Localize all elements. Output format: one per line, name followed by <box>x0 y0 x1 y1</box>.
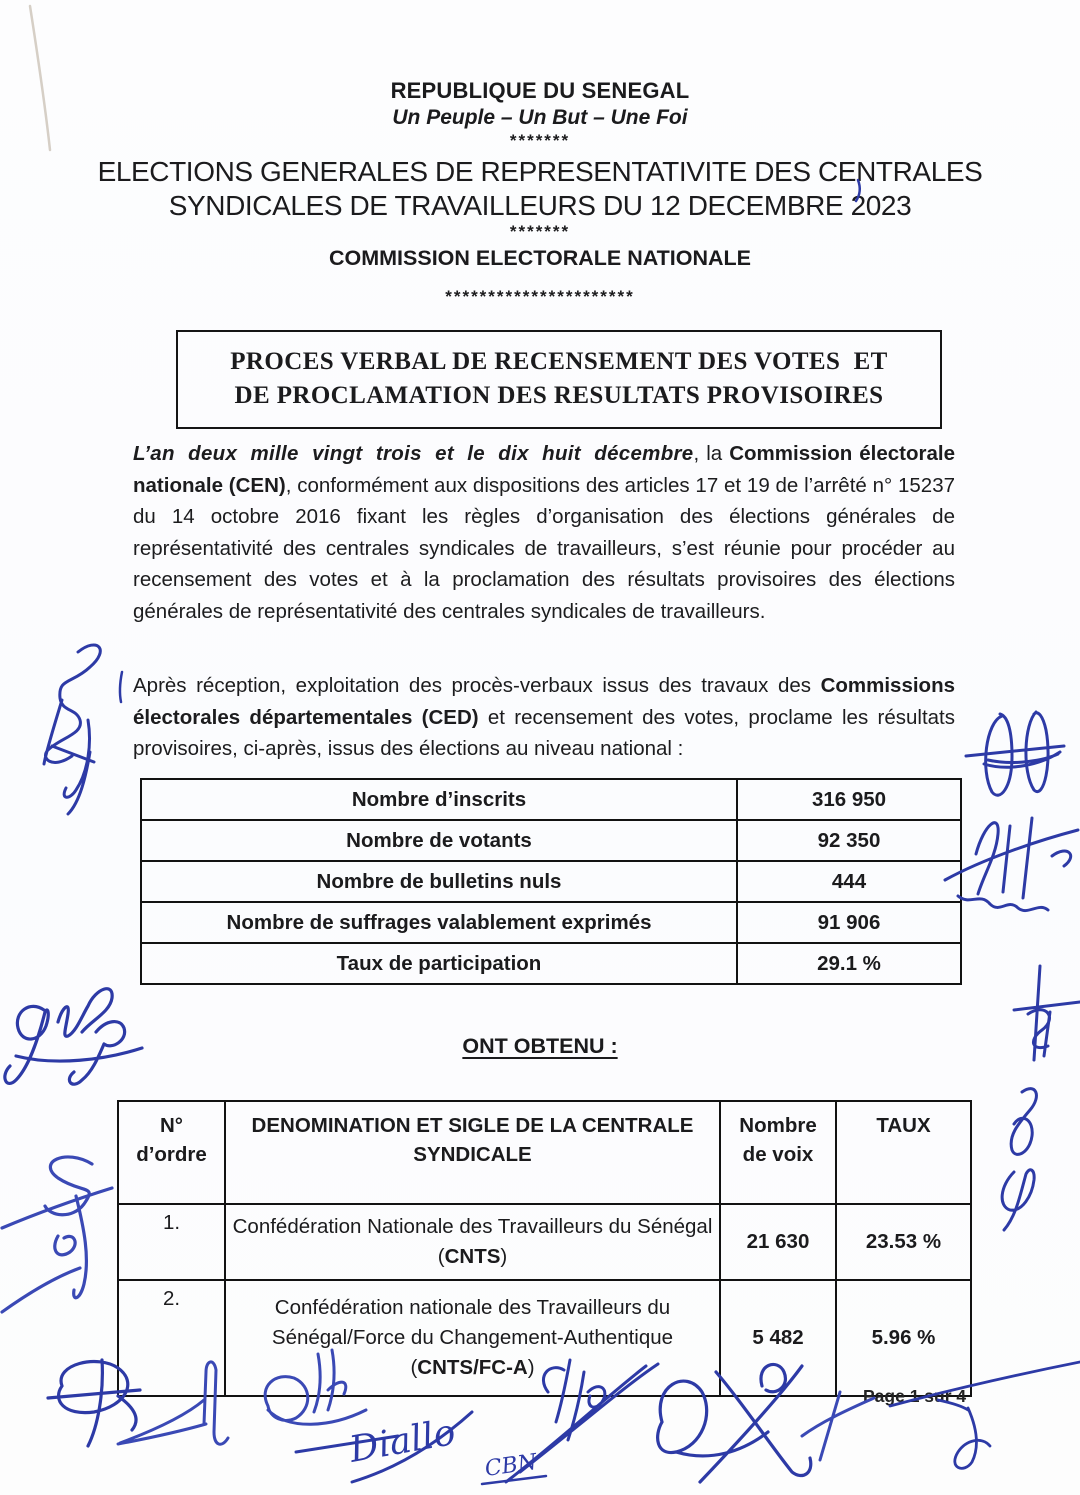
signature-right-loop-y <box>1002 1170 1034 1230</box>
paragraph-text: Après réception, exploitation des procès-verbaux issus des travaux des <box>133 674 821 697</box>
results-heading-text: ONT OBTENU : <box>462 1034 618 1058</box>
page-number: Page 1 sur 4 <box>863 1386 967 1406</box>
ced-bold-text: Commissions électorales départementales (CED) <box>133 674 955 729</box>
pen-tick-mark <box>120 672 122 702</box>
country-title: REPUBLIQUE DU SENEGAL <box>390 78 690 103</box>
date-lead-text: L’an deux mille vingt trois et le dix huit décembre <box>133 442 694 465</box>
header-votes: Nombre de voix <box>720 1101 836 1204</box>
summary-label: Taux de participation <box>141 943 737 984</box>
table-row <box>118 1280 971 1396</box>
election-title-line2: SYNDICALES DE TRAVAILLEURS DU 12 DECEMBRE 2023 <box>168 190 912 221</box>
paragraph-text: et recensement des votes, proclame les résultats provisoires, ci-après, issus des élections au niveau national : <box>133 705 955 760</box>
separator-stars-long: ********************** <box>445 287 635 306</box>
signature-right-lower <box>945 818 1078 911</box>
row-order: 1. <box>118 1204 225 1280</box>
header-order: N° d’ordre <box>118 1101 225 1204</box>
table-row <box>118 1204 971 1280</box>
summary-label: Nombre de suffrages valablement exprimés <box>141 902 737 943</box>
signature-left-margin <box>44 645 100 814</box>
separator-stars: ******* <box>509 131 571 150</box>
intro-paragraph <box>133 438 955 627</box>
union-name <box>225 1280 720 1396</box>
election-title-line1: ELECTIONS GENERALES DE REPRESENTATIVITE DES CENTRALES <box>97 156 983 187</box>
separator-stars: ******* <box>509 222 571 241</box>
rate-value: 5.96 % <box>836 1280 971 1396</box>
results-paragraph <box>133 670 955 765</box>
table-row <box>141 943 961 984</box>
signature-cbn-underline <box>482 1476 546 1484</box>
signature-left-s <box>2 1157 112 1312</box>
rate-value: 23.53 % <box>836 1204 971 1280</box>
summary-label: Nombre d’inscrits <box>141 779 737 820</box>
summary-value: 444 <box>737 861 961 902</box>
cen-bold-text: Commission électorale nationale (CEN) <box>133 442 955 497</box>
signature-cbn-text: CBN <box>483 1449 539 1482</box>
row-order: 2. <box>118 1280 225 1396</box>
table-row <box>141 861 961 902</box>
header-denomination: DENOMINATION ET SIGLE DE LA CENTRALE SYNDICALE <box>225 1101 720 1204</box>
results-heading <box>0 1034 1080 1059</box>
summary-value: 29.1 % <box>737 943 961 984</box>
paragraph-text: , conformément aux dispositions des articles 17 et 19 de l’arrêté n° 15237 du 14 octobre 2016 fixant les règles d’organisation des élections générales de représentativité des centrales syndicales de travailleurs, s’est réunie pour procéder au recensement des votes et à la proclamation des résultats provisoires des élections générales de représentativité des centrales syndicales de travailleurs. <box>133 473 955 623</box>
summary-label: Nombre de bulletins nuls <box>141 861 737 902</box>
summary-value: 92 350 <box>737 820 961 861</box>
summary-label: Nombre de votants <box>141 820 737 861</box>
signature-right-upper <box>966 712 1064 795</box>
union-name <box>225 1204 720 1280</box>
document-title-box <box>176 330 942 429</box>
header-rate: TAUX <box>836 1101 971 1204</box>
table-row <box>141 820 961 861</box>
union-sigle: CNTS/FC-A <box>417 1356 528 1379</box>
summary-value: 91 906 <box>737 902 961 943</box>
votes-value: 21 630 <box>720 1204 836 1280</box>
union-name-text: Confédération Nationale des Travailleurs du Sénégal ( <box>232 1215 713 1268</box>
union-name-text: ) <box>500 1245 508 1268</box>
document-title-line2: DE PROCLAMATION DES RESULTATS PROVISOIRES <box>234 382 884 409</box>
union-name-text: ) <box>527 1356 535 1379</box>
document-title-line1: PROCES VERBAL DE RECENSEMENT DES VOTES ET <box>230 348 888 375</box>
signature-diallo-text: Diallo <box>346 1411 459 1471</box>
national-motto: Un Peuple – Un But – Une Foi <box>392 106 688 129</box>
vote-summary-table <box>140 778 962 985</box>
signature-diallo-flourish <box>296 1412 472 1482</box>
table-header-row <box>118 1101 971 1204</box>
union-name-text: Confédération nationale des Travailleurs du Sénégal/Force du Changement-Authentique ( <box>271 1296 674 1379</box>
table-row <box>141 779 961 820</box>
commission-title: COMMISSION ELECTORALE NATIONALE <box>328 246 752 270</box>
summary-value: 316 950 <box>737 779 961 820</box>
paragraph-text: , la <box>693 442 730 465</box>
signature-right-loop-8 <box>1011 1089 1036 1155</box>
table-row <box>141 902 961 943</box>
union-sigle: CNTS <box>444 1245 501 1268</box>
votes-value: 5 482 <box>720 1280 836 1396</box>
results-table <box>117 1100 972 1397</box>
